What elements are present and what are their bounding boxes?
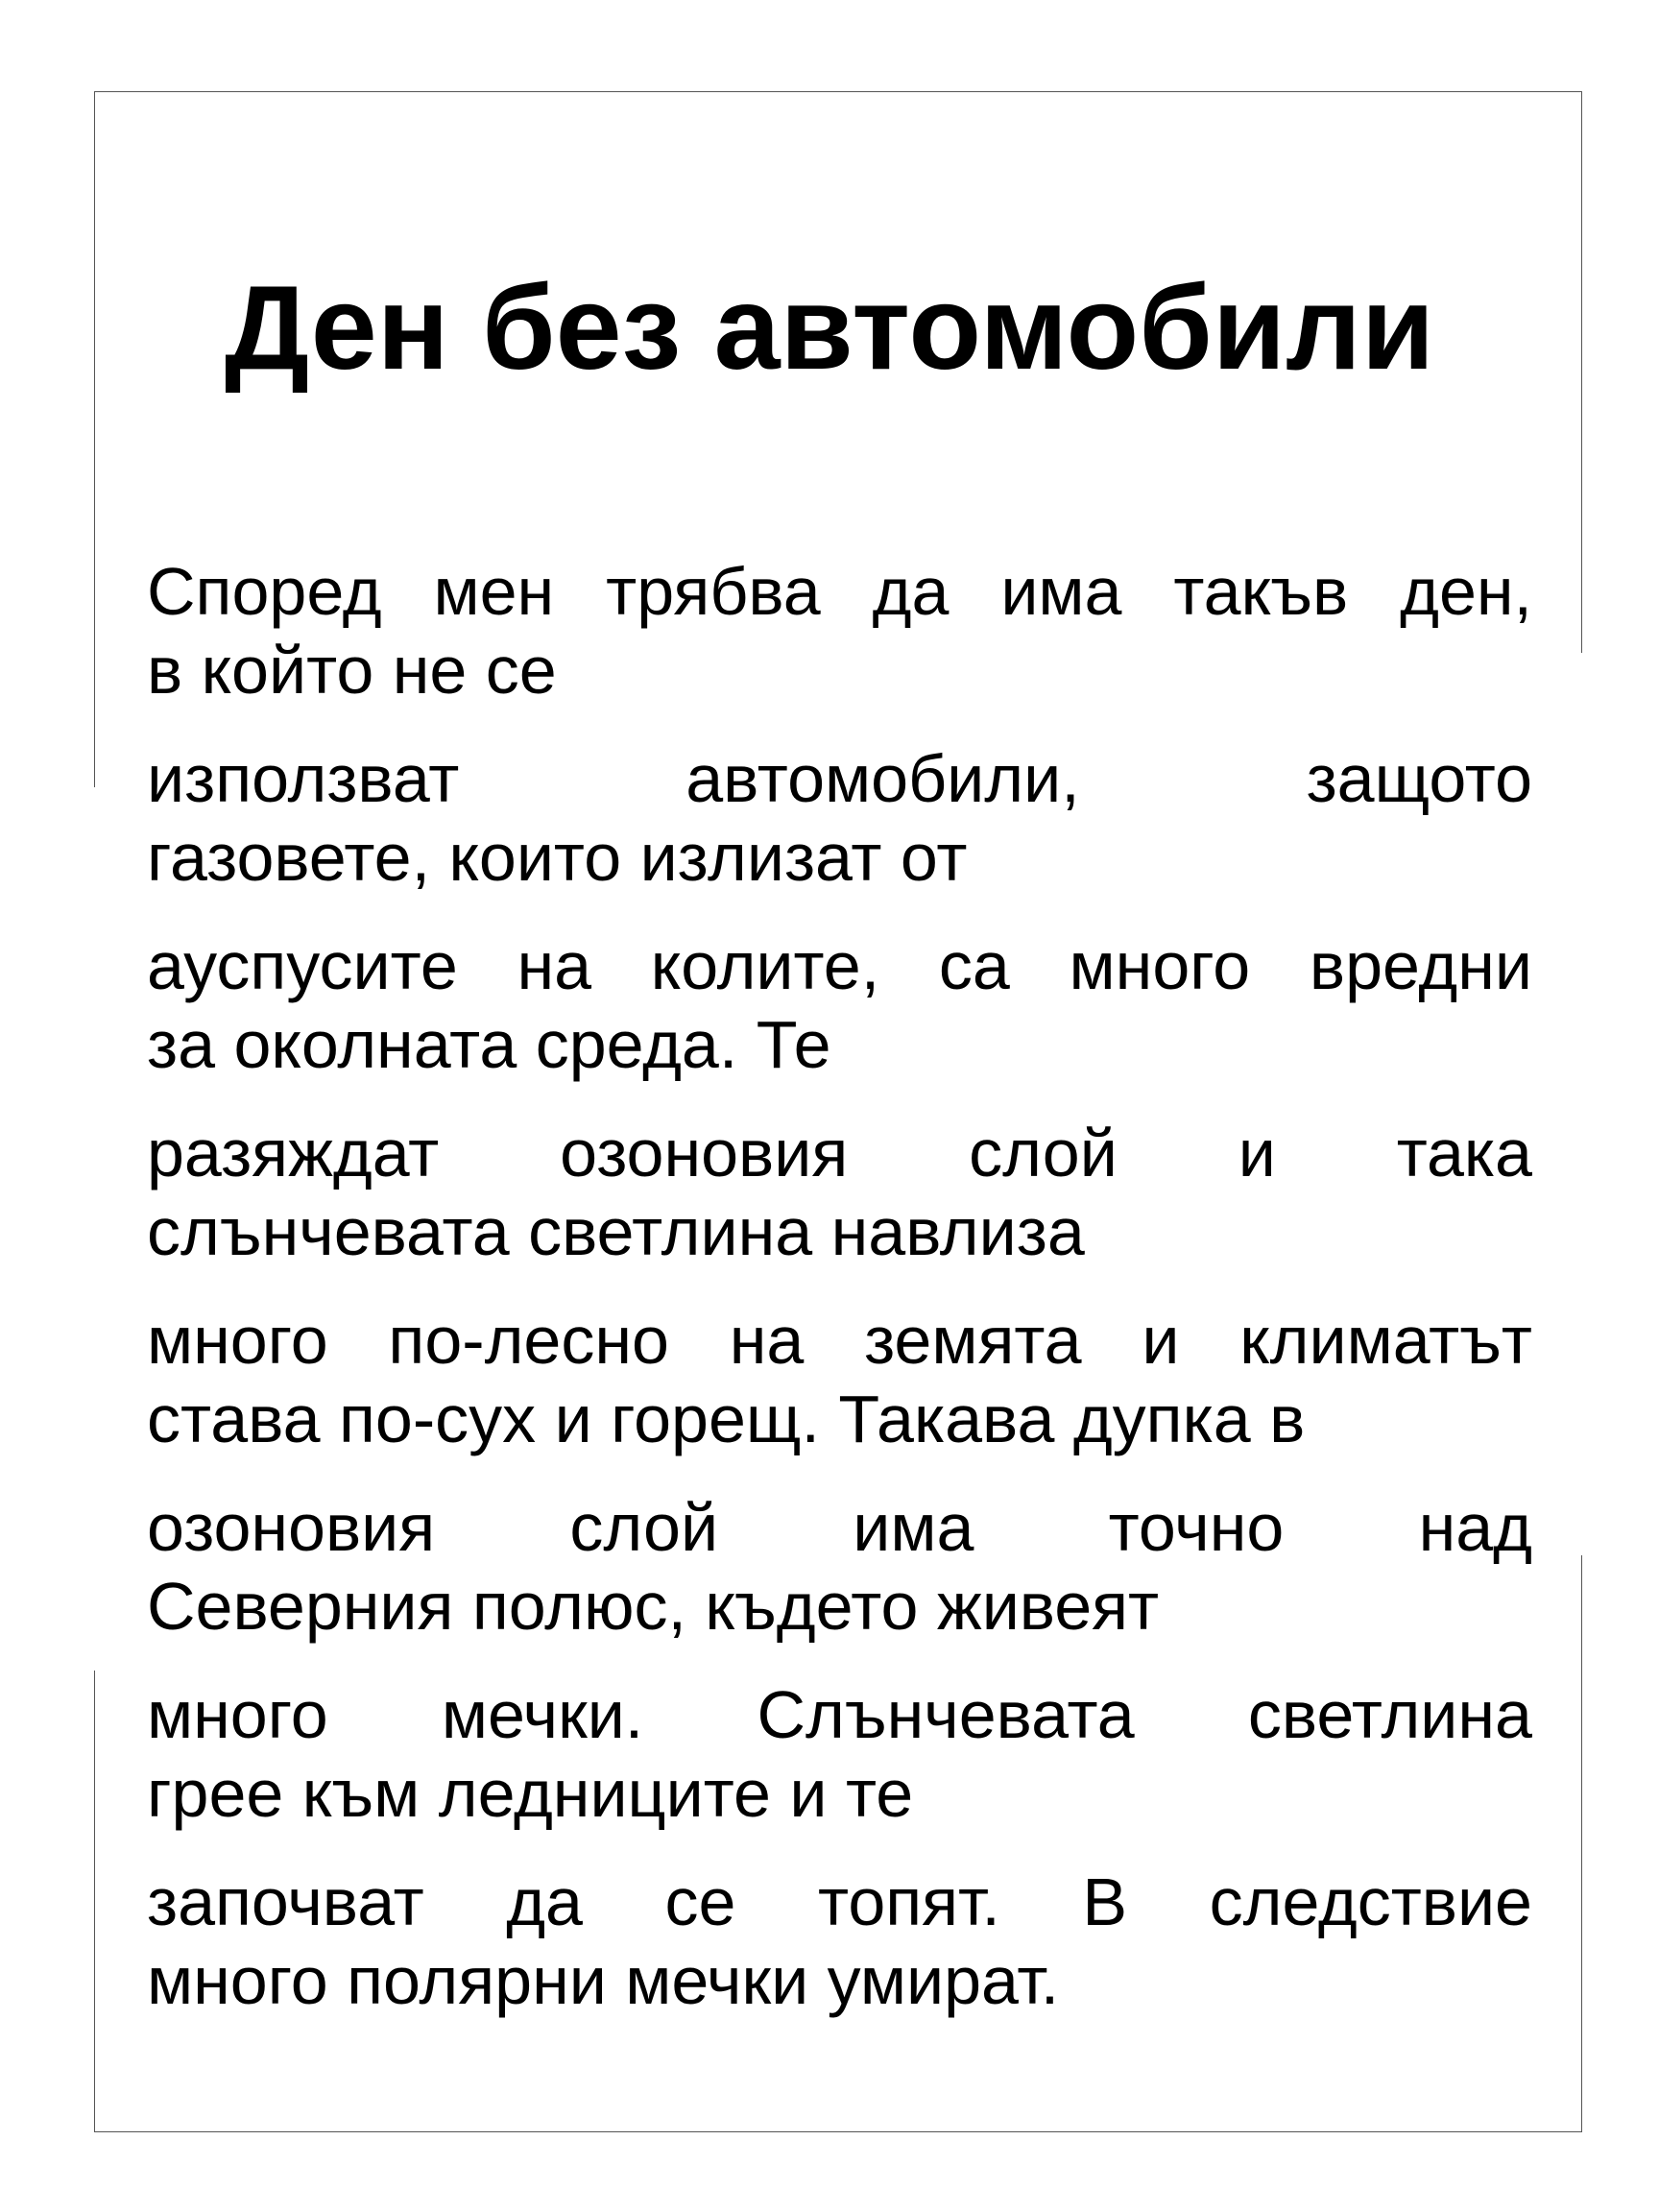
paragraph-line: грее към ледниците и те	[147, 1756, 914, 1831]
paragraph-4	[147, 1114, 1532, 1271]
paragraph-line: започват да се топят. В следствие	[147, 1864, 1532, 1939]
paragraph-line: за околната среда. Те	[147, 1007, 831, 1082]
paragraph-line: много мечки. Слънчевата светлина	[147, 1677, 1532, 1752]
paragraph-line: газовете, които излизат от	[147, 820, 968, 895]
paragraph-6	[147, 1488, 1532, 1646]
paragraph-2	[147, 739, 1532, 897]
paragraph-7	[147, 1675, 1532, 1833]
paragraph-line: много по-лесно на земята и климатът	[147, 1303, 1532, 1378]
paragraph-8	[147, 1863, 1532, 2020]
paragraph-line: Според мен трябва да има такъв ден,	[147, 554, 1532, 629]
paragraph-line: озоновия слой има точно над	[147, 1490, 1532, 1565]
paragraph-line: много полярни мечки умират.	[147, 1943, 1060, 2018]
paragraph-3	[147, 926, 1532, 1084]
paragraph-line: използват автомобили, защото	[147, 741, 1532, 816]
paragraph-line: ауспусите на колите, са много вредни	[147, 928, 1532, 1003]
paragraph-line: разяждат озоновия слой и така	[147, 1116, 1532, 1190]
frame-gap	[1575, 653, 1588, 1555]
paragraph-1	[147, 552, 1532, 709]
paragraph-line: слънчевата светлина навлиза	[147, 1194, 1085, 1269]
page-title: Ден без автомобили	[224, 262, 1435, 395]
frame-gap	[88, 787, 102, 1671]
paragraph-line: в който не се	[147, 633, 557, 708]
paragraph-line: Северния полюс, където живеят	[147, 1569, 1160, 1644]
paragraph-line: става по-сух и горещ. Такава дупка в	[147, 1382, 1306, 1456]
document-body	[147, 552, 1532, 2050]
paragraph-5	[147, 1301, 1532, 1458]
